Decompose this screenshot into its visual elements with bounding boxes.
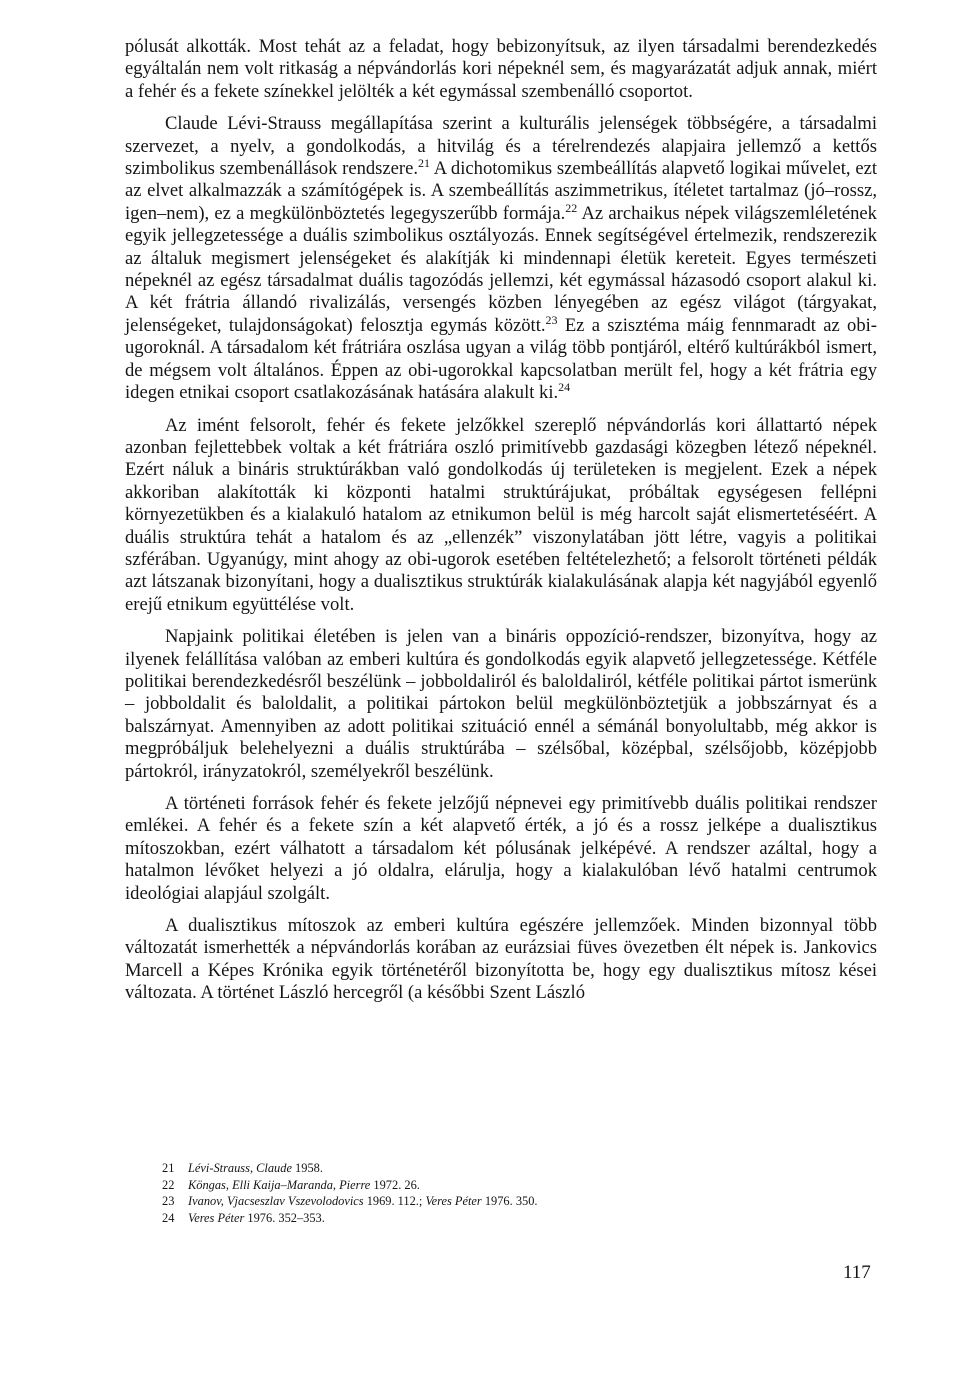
footnote-reference[interactable]: 24 — [558, 379, 571, 394]
paragraph-text: pólusát alkották. Most tehát az a feladat, hogy bebizonyítsuk, az ilyen társadalmi berendezkedés egyáltalán nem volt ritkaság a népvándorlás kori népeknél sem, és magyarázatát adjuk annak, miért a fehér és a fekete színekkel jelölték a két egymással szembenálló csoportot. — [125, 36, 877, 102]
paragraph — [125, 113, 877, 404]
paragraph-text: A történeti források fehér és fekete jelzőjű népnevei egy primitívebb duális politikai rendszer emlékei. A fehér és a fekete szín a két alapvető érték, a jó és a rossz jelképe a dualisztikus mítoszokban, ezért válhatott a társadalom két pólusának jelképévé. A rendszer azáltal, hogy a hatalmon lévőket helyezi a jó oldalra, elárulja, hogy a kialakulóban lévő hatalmi centrumok ideológiai alapjául szolgált. — [125, 793, 877, 904]
footnote-citation: 1958. — [291, 1161, 323, 1175]
footnotes — [162, 1160, 862, 1226]
paragraph — [125, 626, 877, 783]
footnote — [162, 1177, 862, 1194]
footnote — [162, 1193, 862, 1210]
footnote-reference[interactable]: 23 — [545, 312, 558, 327]
paragraph-text: Ez a szisztéma máig fennmaradt az obi-ugoroknál. A társadalom két frátriára oszlása ugyan a világ több pontjáról, eltérő kultúrákból ismert, de mégsem volt általános. Éppen az obi-ugorokkal kapcsolatban merült fel, hogy a két frátria egy idegen etnikai csoport csatlakozásának hatására alakult ki. — [125, 314, 877, 404]
footnote-citation: 1972. 26. — [370, 1177, 420, 1192]
page-number: 117 — [843, 1262, 871, 1283]
footnote-number: 23 — [162, 1194, 175, 1209]
footnote-citation: 1976. 350. — [481, 1194, 538, 1209]
footnote-citation: 1969. 112.; — [363, 1194, 426, 1209]
footnote-reference[interactable]: 22 — [565, 200, 578, 215]
footnote-number: 24 — [162, 1210, 175, 1225]
paragraph-text: A dualisztikus mítoszok az emberi kultúra egészére jellemzőek. Minden bizonnyal több változatát ismerhették a népvándorlás korában az eurázsiai füves övezetben élt népek is. Jankovics Marcell a Képes Krónika egyik történetéről bizonyította be, hogy egy dualisztikus mítosz kései változata. A történet László hercegről (a későbbi Szent László — [125, 915, 877, 1004]
footnote-author: Lévi-Strauss, Claude — [188, 1161, 292, 1175]
paragraph-text: A dichotomikus szembeállítás alapvető logikai művelet, ezt az elvet alkalmazzák a számítógépek is. A szembeállítás aszimmetrikus, ítéletet tartalmaz (jó–rossz, igen–nem), ez a megkülönböztetés legegyszerűbb formája. — [125, 158, 878, 224]
footnote — [162, 1160, 862, 1177]
footnote-author: Ivanov, Vjacseszlav Vszevolodovics — [188, 1194, 364, 1209]
footnote-author: Veres Péter — [425, 1194, 482, 1209]
paragraph-text: Az imént felsorolt, fehér és fekete jelzőkkel szereplő népvándorlás kori állattartó népek azonban fejlettebbek voltak a két frátriára oszló primitívebb gazdasági közegben létező népeknél. Ezért náluk a bináris struktúrákban való gondolkodás új területeken is megjelent. Ezek a népek akkoriban alakították ki központi hatalmi struktúrájukat, próbáltak egységesen fellépni környezetükben és a kialakuló hatalom az etnikumon belül is még harcolt saját elismertetéséért. A duális struktúra tehát a hatalom és az „ellenzék” viszonylatában jött létre, vagyis a politikai szférában. Ugyanúgy, mint ahogy az obi-ugorok esetében feltételezhető; a felsorolt történeti példák azt látszanak bizonyítani, hogy a dualisztikus struktúrák kialakulásának alapja két nagyjából egyenlő erejű etnikum együttélése volt. — [125, 414, 877, 615]
paragraph — [125, 793, 877, 905]
footnote-number: 21 — [162, 1161, 175, 1175]
paragraph — [125, 915, 877, 1005]
paragraph-text: Napjaink politikai életében is jelen van a bináris oppozíció-rendszer, bizonyítva, hogy az ilyenek felállítása valóban az emberi kultúra és gondolkodás egyik alapvető jellegzetessége. Kétféle politikai berendezkedésről beszélünk – jobboldaliról és baloldaliról, kétféle politikai pártot ismerünk – jobboldalit és baloldalit, a politikai pártokon belül megkülönböztetjük a jobbszárnyat és a balszárnyat. Amennyiben az adott politikai szituáció ennél a sémánál bonyolultabb, még akkor is megpróbáljuk belehelyezni a duális struktúrába – szélsőbal, középbal, szélsőjobb, középjobb pártokról, irányzatokról, személyekről beszélünk. — [125, 626, 877, 782]
body-text — [125, 36, 877, 1015]
footnote-number: 22 — [162, 1177, 175, 1192]
footnote-reference[interactable]: 21 — [418, 155, 431, 170]
paragraph-text: Claude Lévi-Strauss megállapítása szerint a kulturális jelenségek többségére, a társadalmi szervezet, a nyelv, a gondolkodás, a hitvilág és a térelrendezés alapjaira jellemző a kettős szimbolikus szembenállások rendszere. — [125, 113, 877, 180]
footnote-author: Veres Péter — [188, 1210, 245, 1225]
footnote — [162, 1210, 862, 1227]
paragraph — [125, 36, 877, 103]
footnote-citation: 1976. 352–353. — [244, 1210, 325, 1225]
paragraph — [125, 415, 877, 617]
paragraph-text: Az archaikus népek világszemléletének egyik jellegzetessége a duális szimbolikus osztályozás. Ennek segítségével értelmezik, rendszerezik az általuk megismert jelenségeket és alakítják ki mindennapi életük kereteit. Egyes természeti népeknél az egész társadalmat duális tagozódás jellemzi, két egymással házasodó csoport alakul ki. A két frátria állandó rivalizálás, versengés közben lényegében az egész világot (tárgyakat, jelenségeket, tulajdonságokat) felosztja egymás között. — [125, 202, 877, 336]
footnote-author: Köngas, Elli Kaija–Maranda, Pierre — [188, 1177, 371, 1192]
